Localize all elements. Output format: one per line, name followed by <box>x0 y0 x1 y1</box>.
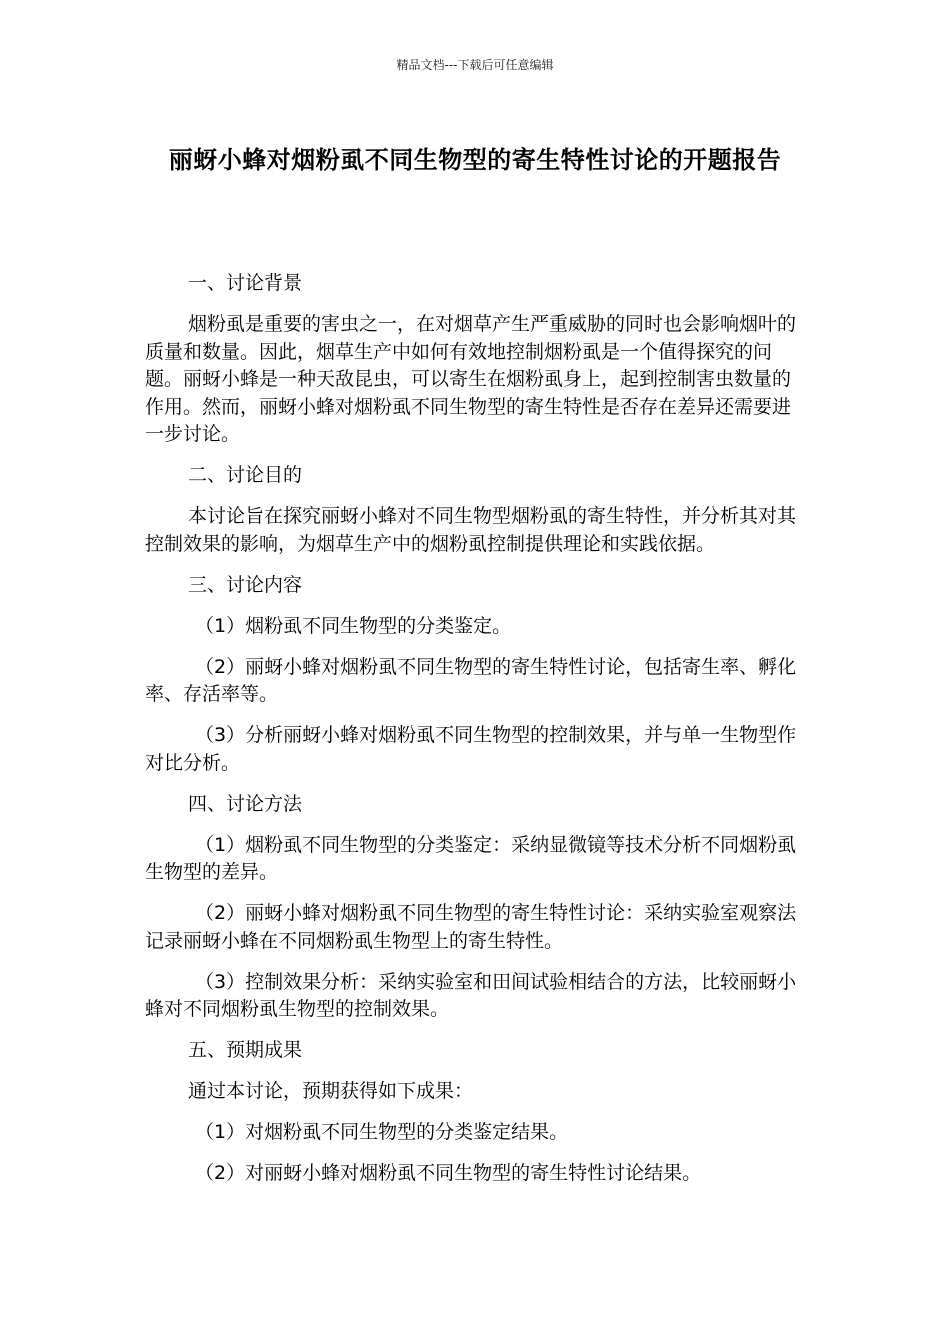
section-heading-background: 一、讨论背景 <box>188 272 303 294</box>
list-item: （2）丽蚜小蜂对烟粉虱不同生物型的寄生特性讨论，包括寄生率、孵化率、存活率等。 <box>145 655 797 705</box>
list-item: （3）分析丽蚜小蜂对烟粉虱不同生物型的控制效果，并与单一生物型作对比分析。 <box>145 724 797 774</box>
paragraph-purpose: 本讨论旨在探究丽蚜小蜂对不同生物型烟粉虱的寄生特性，并分析其对其控制效果的影响，为烟草生产中的烟粉虱控制提供理论和实践依据。 <box>145 505 797 555</box>
document-body <box>145 270 807 1201</box>
document-title: 丽蚜小蜂对烟粉虱不同生物型的寄生特性讨论的开题报告 <box>168 146 782 174</box>
paragraph-expected-results: 通过本讨论，预期获得如下成果： <box>188 1080 474 1102</box>
section-heading-content: 三、讨论内容 <box>188 573 303 596</box>
section-heading-expected-results: 五、预期成果 <box>188 1039 303 1061</box>
list-item: （3）控制效果分析：采纳实验室和田间试验相结合的方法，比较丽蚜小蜂对不同烟粉虱生物型的控制效果。 <box>145 970 797 1020</box>
section-heading-method: 四、讨论方法 <box>188 792 303 815</box>
list-item: （2）对丽蚜小蜂对烟粉虱不同生物型的寄生特性讨论结果。 <box>195 1162 702 1184</box>
section-heading-purpose: 二、讨论目的 <box>188 464 303 486</box>
list-item: （1）烟粉虱不同生物型的分类鉴定。 <box>195 614 512 637</box>
paragraph-background: 烟粉虱是重要的害虫之一，在对烟草产生严重威胁的同时也会影响烟叶的质量和数量。因此，烟草生产中如何有效地控制烟粉虱是一个值得探究的问题。丽蚜小蜂是一种天敌昆虫，可以寄生在烟粉虱身上，起到控制害虫数量的作用。然而，丽蚜小蜂对烟粉虱不同生物型的寄生特性是否存在差异还需要进一步讨论。 <box>145 313 797 445</box>
list-item: （1）对烟粉虱不同生物型的分类鉴定结果。 <box>195 1121 569 1143</box>
header-note: 精品文档---下载后可任意编辑 <box>396 58 554 72</box>
list-item: （2）丽蚜小蜂对烟粉虱不同生物型的寄生特性讨论：采纳实验室观察法记录丽蚜小蜂在不同烟粉虱生物型上的寄生特性。 <box>145 902 797 952</box>
list-item: （1）烟粉虱不同生物型的分类鉴定：采纳显微镜等技术分析不同烟粉虱生物型的差异。 <box>145 833 797 883</box>
